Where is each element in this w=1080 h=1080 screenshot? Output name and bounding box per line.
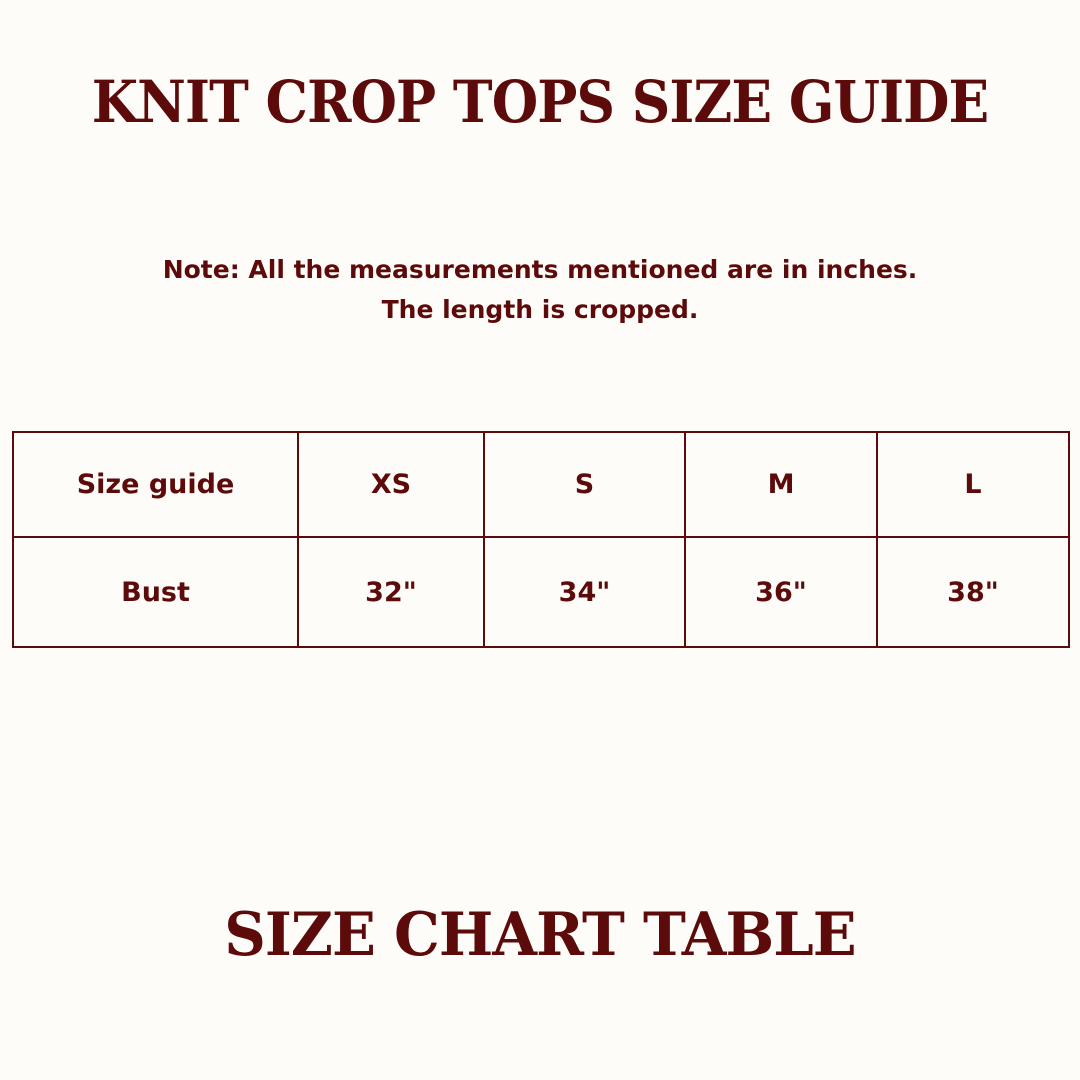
size-chart-table [12,431,1070,648]
bust-value-s: 34" [484,537,685,647]
header-cell-m: M [685,432,877,537]
table-header-row [13,432,1069,537]
header-cell-s: S [484,432,685,537]
bust-value-m: 36" [685,537,877,647]
table-row-bust [13,537,1069,647]
note-line-units: Note: All the measurements mentioned are in inches. [162,255,918,284]
header-cell-size-guide: Size guide [13,432,298,537]
note-line-length: The length is cropped. [381,295,699,324]
header-cell-l: L [877,432,1069,537]
bust-value-xs: 32" [298,537,484,647]
page-title: KNIT CROP TOPS SIZE GUIDE [91,68,989,136]
measurement-note [0,250,1080,330]
row-label-bust: Bust [13,537,298,647]
header-cell-xs: XS [298,432,484,537]
bust-value-l: 38" [877,537,1069,647]
footer-title: SIZE CHART TABLE [224,900,856,970]
